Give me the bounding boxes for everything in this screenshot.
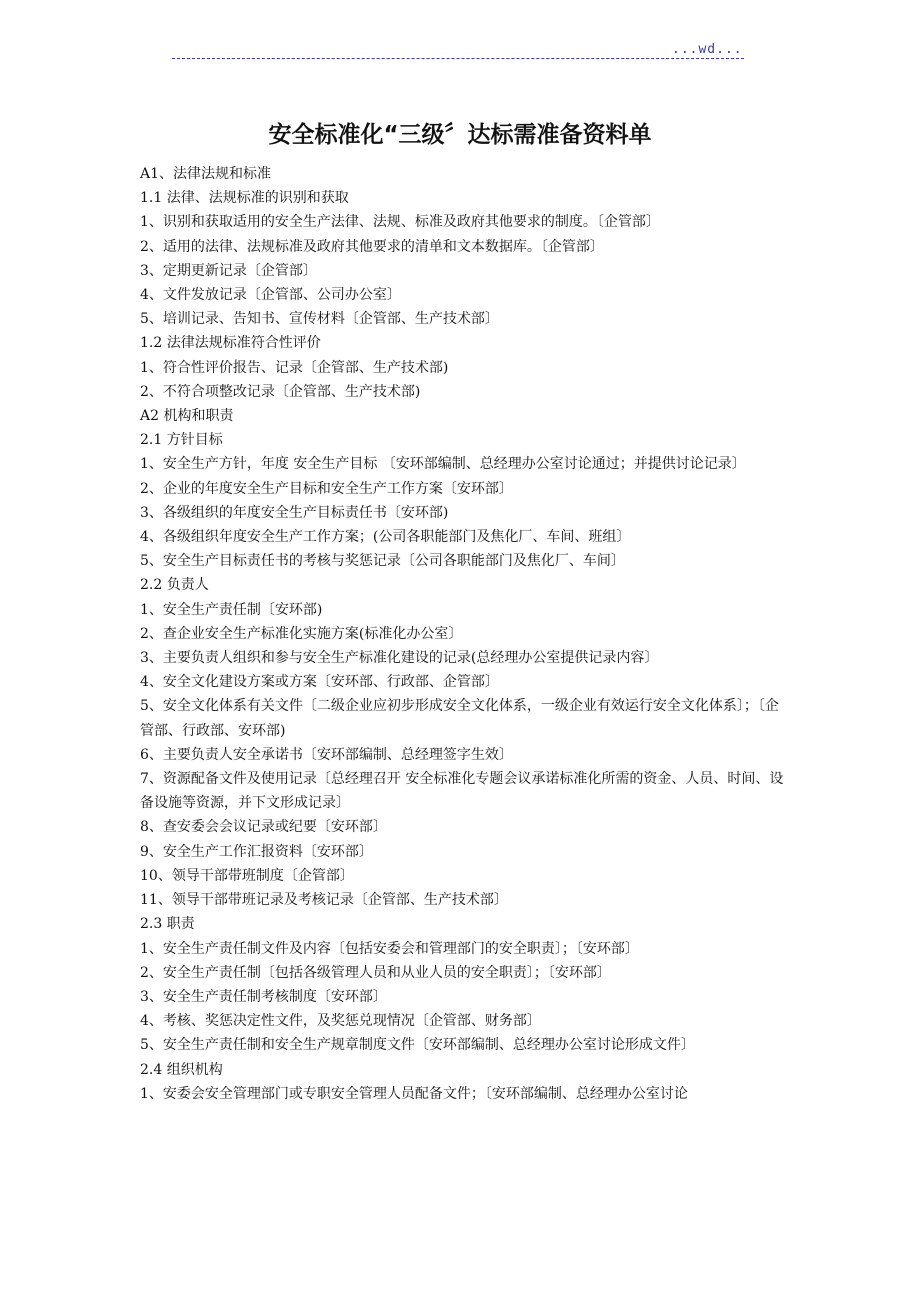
document-line: A1、法律法规和标准 bbox=[140, 166, 272, 182]
document-line: 2、查企业安全生产标准化实施方案(标准化办公室〕 bbox=[140, 625, 463, 642]
document-line: 1、安全生产责任制文件及内容〔包括安委会和管理部门的安全职责〕；〔安环部〕 bbox=[140, 940, 639, 957]
document-line: 4、考核、奖惩决定性文件，及奖惩兑现情况〔企管部、财务部〕 bbox=[140, 1013, 541, 1030]
document-line: 4、各级组织年度安全生产工作方案；(公司各职能部门及焦化厂、车间、班组〕 bbox=[140, 529, 631, 546]
document-line: 1.1 法律、法规标准的识别和获取 bbox=[140, 190, 349, 207]
document-line: 3、安全生产责任制考核制度〔安环部〕 bbox=[140, 988, 387, 1005]
document-line: 3、主要负责人组织和参与安全生产标准化建设的记录(总经理办公室提供记录内容〕 bbox=[140, 650, 659, 667]
document-line: 2、不符合项整改记录〔企管部、生产技术部) bbox=[140, 383, 421, 400]
document-body bbox=[140, 162, 788, 1106]
document-line: 2、适用的法律、法规标准及政府其他要求的清单和文本数据库。〔企管部〕 bbox=[140, 238, 604, 255]
document-line: 1、安委会安全管理部门或专职安全管理人员配备文件；〔安环部编制、总经理办公室讨论 bbox=[140, 1085, 688, 1102]
document-line: 3、各级组织的年度安全生产目标责任书〔安环部) bbox=[140, 504, 449, 521]
document-line: 4、文件发放记录〔企管部、公司办公室〕 bbox=[140, 287, 401, 304]
document-title: 安全标准化“三级〞达标需准备资料单 bbox=[268, 122, 652, 148]
document-line: 8、查安委会会议记录或纪要〔安环部〕 bbox=[140, 819, 387, 836]
document-line: 6、主要负责人安全承诺书〔安环部编制、总经理签字生效〕 bbox=[140, 746, 513, 763]
document-line: 1、识别和获取适用的安全生产法律、法规、标准及政府其他要求的制度。〔企管部〕 bbox=[140, 214, 660, 231]
document-line: 2.1 方针目标 bbox=[140, 432, 223, 449]
document-line: 2、安全生产责任制〔包括各级管理人员和从业人员的安全职责〕；〔安环部〕 bbox=[140, 964, 611, 981]
document-line: A2 机构和职责 bbox=[140, 408, 234, 425]
document-line: 2.3 职责 bbox=[140, 916, 195, 933]
document-line: 11、领导干部带班记录及考核记录〔企管部、生产技术部〕 bbox=[140, 892, 508, 909]
header-divider bbox=[172, 58, 744, 59]
document-line: 2.2 负责人 bbox=[140, 577, 209, 594]
document-line: 1、符合性评价报告、记录〔企管部、生产技术部) bbox=[140, 359, 449, 376]
document-line: 5、安全生产责任制和安全生产规章制度文件〔安环部编制、总经理办公室讨论形成文件〕 bbox=[140, 1037, 695, 1054]
document-line: 4、安全文化建设方案或方案〔安环部、行政部、企管部〕 bbox=[140, 674, 499, 691]
document-line: 5、安全文化体系有关文件〔二级企业应初步形成安全文化体系，一级企业有效运行安全文化体系〕；〔企管部、行政部、安环部) bbox=[140, 698, 779, 739]
document-line: 2、企业的年度安全生产目标和安全生产工作方案〔安环部〕 bbox=[140, 480, 513, 497]
document-line: 2.4 组织机构 bbox=[140, 1061, 223, 1078]
document-line: 9、安全生产工作汇报资料〔安环部〕 bbox=[140, 843, 373, 860]
document-line: 3、定期更新记录〔企管部〕 bbox=[140, 262, 317, 279]
document-line: 5、安全生产目标责任书的考核与奖惩记录〔公司各职能部门及焦化厂、车间〕 bbox=[140, 553, 625, 570]
document-line: 1、安全生产责任制〔安环部) bbox=[140, 601, 323, 618]
document-line: 7、资源配备文件及使用记录〔总经理召开 安全标准化专题会议承诺标准化所需的资金、人员、时间、设备设施等资源，并下文形成记录〕 bbox=[140, 771, 784, 812]
document-line: 1.2 法律法规标准符合性评价 bbox=[140, 335, 321, 352]
document-line: 10、领导干部带班制度〔企管部〕 bbox=[140, 867, 354, 884]
document-line: 1、安全生产方针，年度 安全生产目标 〔安环部编制、总经理办公室讨论通过；并提供讨论记录〕 bbox=[140, 456, 746, 473]
header-mark: ...wd... bbox=[672, 42, 743, 57]
document-line: 5、培训记录、告知书、宣传材料〔企管部、生产技术部〕 bbox=[140, 311, 499, 328]
